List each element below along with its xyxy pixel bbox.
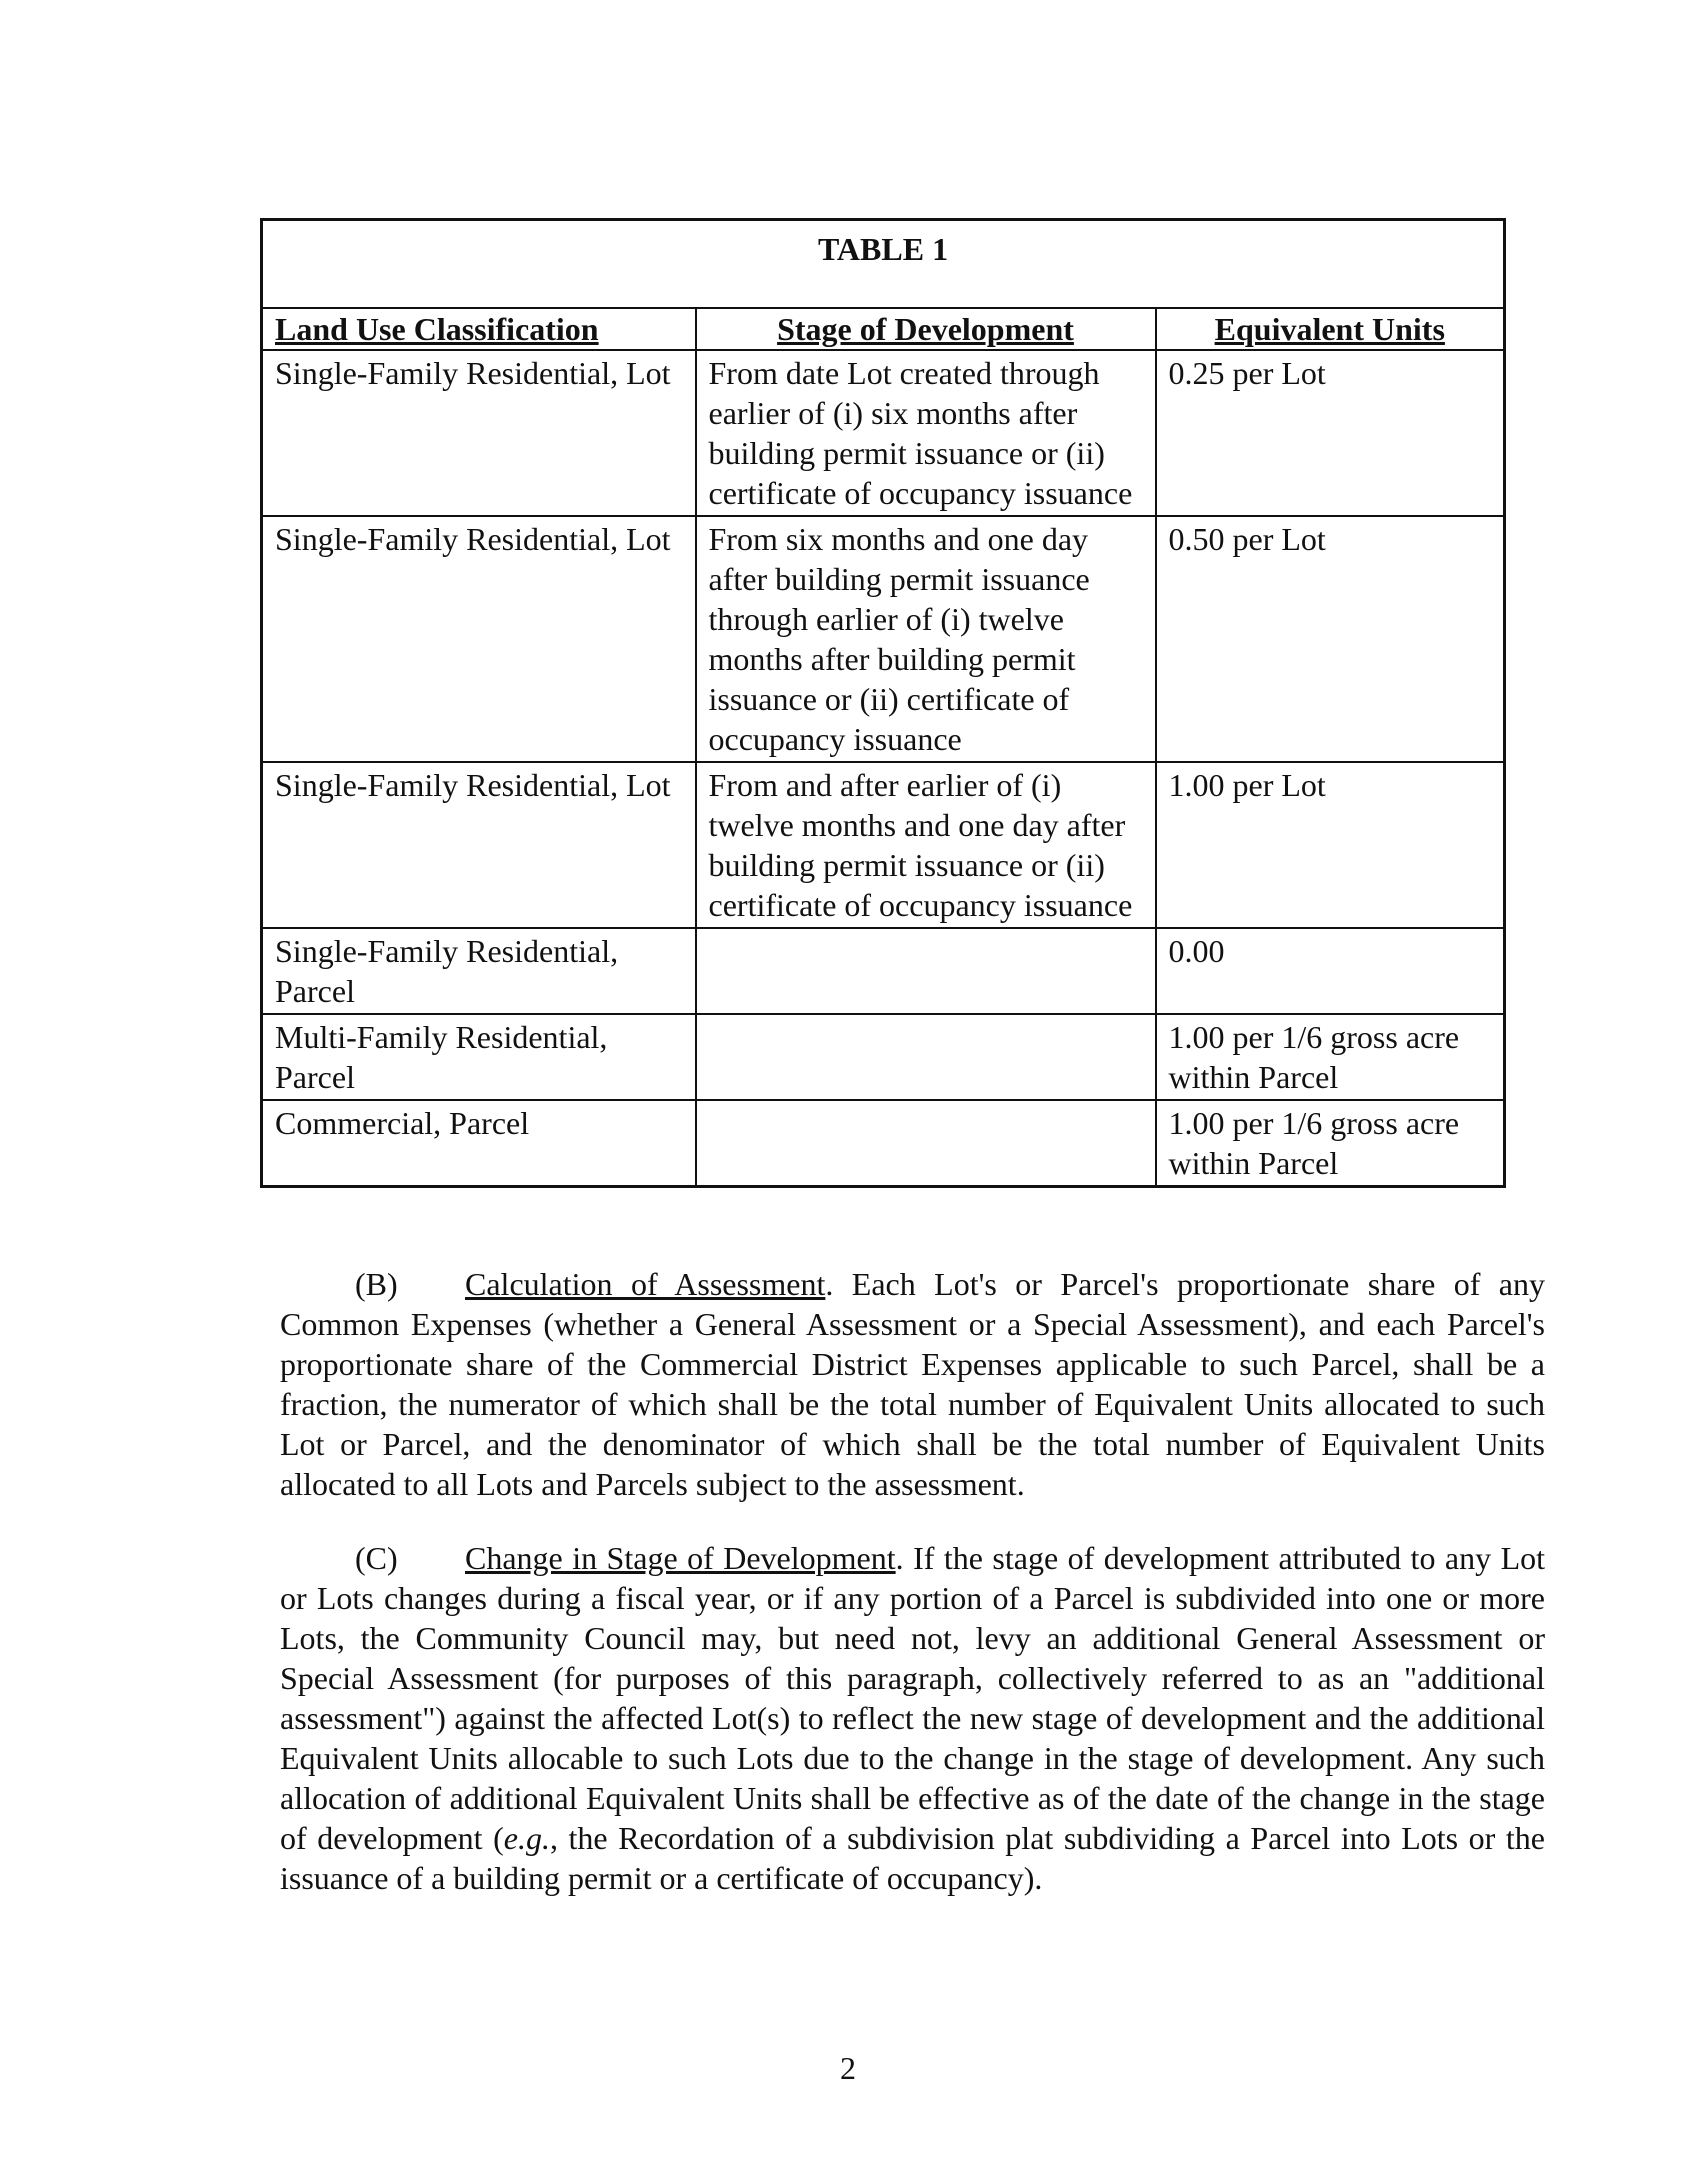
paragraph-b-text: . Each Lot's or Parcel's proportionate share of any Common Expenses (whether a General Assessment or a Special Assessment), and each Parcel's proportionate share of the Commercial District Expenses applicable to such Parcel, shall be a fraction, the numerator of which shall be the total number of Equivalent Units allocated to such Lot or Parcel, and the denominator of which shall be the total number of Equivalent Units allocated to all Lots and Parcels subject to the assessment.: [280, 1266, 1546, 1502]
cell-units: 0.50 per Lot: [1156, 516, 1505, 762]
page-number: 2: [840, 2050, 856, 2086]
cell-land-use: Single-Family Residential, Parcel: [262, 928, 696, 1014]
cell-units: 0.25 per Lot: [1156, 350, 1505, 516]
paragraph-b-label: (B): [355, 1266, 398, 1302]
cell-land-use: Single-Family Residential, Lot: [262, 762, 696, 928]
paragraph-c-text-end: , the Recordation of a subdivision plat subdividing a Parcel into Lots or the issuance of a building permit or a certificate of occupancy).: [280, 1820, 1546, 1896]
cell-units: 0.00: [1156, 928, 1505, 1014]
cell-units: 1.00 per Lot: [1156, 762, 1505, 928]
cell-stage: [696, 1014, 1156, 1100]
paragraph-b: [280, 1264, 1545, 1504]
cell-stage: From six months and one day after building permit issuance through earlier of (i) twelve months after building permit issuance or (ii) certificate of occupancy issuance: [696, 516, 1156, 762]
paragraph-c: [280, 1538, 1545, 1898]
cell-units: 1.00 per 1/6 gross acre within Parcel: [1156, 1014, 1505, 1100]
cell-stage: [696, 1100, 1156, 1187]
paragraph-b-heading: Calculation of Assessment: [465, 1266, 826, 1302]
paragraph-c-eg: e.g.: [503, 1820, 550, 1856]
header-land-use: Land Use Classification: [262, 308, 696, 350]
header-units: Equivalent Units: [1156, 308, 1505, 350]
table-row: [262, 928, 1505, 1014]
table-row: [262, 516, 1505, 762]
cell-stage: From date Lot created through earlier of (i) six months after building permit issuance or (ii) certificate of occupancy issuance: [696, 350, 1156, 516]
table-title: TABLE 1: [262, 220, 1505, 309]
cell-stage: [696, 928, 1156, 1014]
table-row: [262, 762, 1505, 928]
cell-land-use: Multi-Family Residential, Parcel: [262, 1014, 696, 1100]
header-stage: Stage of Development: [696, 308, 1156, 350]
equivalent-units-table: [260, 218, 1503, 1188]
paragraph-c-label: (C): [355, 1540, 398, 1576]
cell-units: 1.00 per 1/6 gross acre within Parcel: [1156, 1100, 1505, 1187]
cell-stage: From and after earlier of (i) twelve months and one day after building permit issuance or (ii) certificate of occupancy issuance: [696, 762, 1156, 928]
paragraph-c-heading: Change in Stage of Development: [465, 1540, 896, 1576]
cell-land-use: Single-Family Residential, Lot: [262, 350, 696, 516]
paragraph-c-text: . If the stage of development attributed to any Lot or Lots changes during a fiscal year, or if any portion of a Parcel is subdivided into one or more Lots, the Community Council may, but need not, levy an additional General Assessment or Special Assessment (for purposes of this paragraph, collectively referred to as an "additional assessment") against the affected Lot(s) to reflect the new stage of development and the additional Equivalent Units allocable to such Lots due to the change in the stage of development. Any such allocation of additional Equivalent Units shall be effective as of the date of the change in the stage of development (: [280, 1540, 1546, 1856]
table-row: [262, 1014, 1505, 1100]
cell-land-use: Single-Family Residential, Lot: [262, 516, 696, 762]
cell-land-use: Commercial, Parcel: [262, 1100, 696, 1187]
table-row: [262, 350, 1505, 516]
table-row: [262, 1100, 1505, 1187]
